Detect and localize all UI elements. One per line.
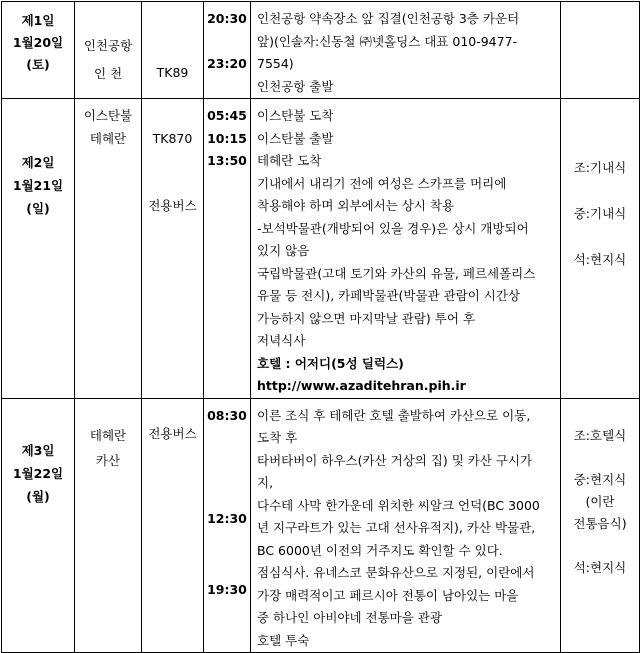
place-cell (75, 398, 142, 653)
time-label: 20:30 (207, 11, 247, 26)
schedule-line: 있지 않음 (257, 243, 310, 258)
transport-cell (142, 2, 204, 99)
meal-label: (이란 (585, 493, 615, 509)
time-cell (204, 99, 251, 399)
schedule-line: 가능하지 않으면 마지막날 관람) 투어 후 (257, 310, 475, 326)
transport-label: TK870 (152, 131, 193, 146)
meal-label: 중:현지식 (573, 471, 627, 487)
schedule-line: 착용해야 하며 외부에서는 상시 착용 (257, 198, 455, 213)
meal-cell (561, 398, 640, 653)
time-label: 19:30 (207, 581, 247, 597)
day-label: 제3일 (21, 442, 55, 458)
schedule-line: 가장 매력적이고 페르시아 전통이 남아있는 마을 (257, 587, 519, 603)
day-label: 제2일 (21, 155, 55, 170)
time-label: 23:20 (207, 55, 247, 71)
itinerary-table (1, 1, 640, 653)
transport-label: 전용버스 (148, 425, 197, 441)
weekday-label: (토) (26, 57, 50, 72)
schedule-line: 7554) (257, 56, 294, 71)
meal-cell (561, 2, 640, 99)
place-label: 카산 (95, 452, 121, 468)
schedule-line: 지, (257, 475, 274, 490)
day-label: 제1일 (21, 13, 55, 28)
meal-label: 석:현지식 (573, 559, 627, 575)
schedule-line: 타버타버이 하우스(카산 거상의 집) 및 카산 구시가 (257, 452, 533, 468)
meal-label: 조:호텔식 (573, 427, 627, 443)
schedule-line: 앞)(인솔자:신동철 ㈜넷홀딩스 대표 010-9477- (257, 33, 518, 49)
schedule-line: 인천공항 출발 (257, 78, 334, 94)
meal-label: 중:기내식 (573, 206, 627, 221)
transport-label: 전용버스 (148, 197, 197, 213)
meal-label: 전통음식) (573, 515, 627, 531)
date-label: 1월22일 (12, 465, 64, 481)
table-row (2, 398, 640, 653)
time-label: 12:30 (207, 511, 247, 526)
schedule-line: 점심식사. 유네스코 문화유산으로 지정된, 이란에서 (257, 565, 535, 580)
place-cell (75, 2, 142, 99)
schedule-line: 다수테 사막 한가운데 위치한 씨알크 언덕(BC 3000 (257, 497, 540, 513)
weekday-label: (일) (26, 201, 50, 216)
place-label: 테헤란 (89, 427, 127, 443)
schedule-line: 국립박물관(고대 토기와 카산의 유물, 페르세폴리스 (257, 265, 536, 281)
schedule-line: 중 하나인 아비야네 전통마을 관광 (257, 610, 442, 625)
schedule-line: 기내에서 내리기 전에 여성은 스카프를 머리에 (257, 175, 507, 191)
schedule-line: 테헤란 도착 (257, 153, 322, 168)
schedule-line: 년 지구라트가 있는 고대 선사유적지), 카산 박물관, (257, 520, 536, 535)
time-label: 13:50 (207, 153, 247, 168)
place-label: 테헤란 (89, 130, 127, 146)
schedule-line: 이스탄불 출발 (257, 130, 334, 146)
schedule-line: -보석박물관(개방되어 있을 경우)은 상시 개방되어 (257, 220, 529, 236)
table-row (2, 2, 640, 99)
schedule-line: BC 6000년 이전의 거주지도 확인할 수 있다. (257, 542, 503, 558)
schedule-cell (251, 398, 561, 653)
schedule-line: 호텔 투숙 (257, 632, 310, 648)
schedule-line: 이른 조식 후 테헤란 호텔 출발하여 카산으로 이동, (257, 407, 531, 423)
schedule-line: 도착 후 (257, 430, 298, 445)
date-label: 1월20일 (12, 35, 64, 50)
day-cell (2, 99, 75, 399)
weekday-label: (월) (26, 488, 50, 504)
place-label: 이스탄불 (83, 108, 133, 123)
schedule-cell (251, 2, 561, 99)
schedule-line: 유물 등 전시), 카페박물관(박물관 관람이 시간상 (257, 288, 521, 303)
meal-label: 조:기내식 (573, 160, 627, 175)
place-cell (75, 99, 142, 399)
hotel-url: http://www.azaditehran.pih.ir (257, 378, 466, 393)
transport-cell (142, 398, 204, 653)
time-cell (204, 2, 251, 99)
transport-cell (142, 99, 204, 399)
meal-cell (561, 99, 640, 399)
schedule-line: 저녁식사 (257, 333, 306, 348)
date-label: 1월21일 (12, 178, 64, 193)
meal-label: 석:현지식 (573, 252, 627, 267)
place-label: 인 천 (93, 66, 123, 81)
day-cell (2, 398, 75, 653)
place-label: 인천공항 (83, 38, 133, 53)
table-row (2, 99, 640, 399)
schedule-line: 인천공항 약속장소 앞 집결(인천공항 3층 카운터 (257, 11, 520, 26)
day-cell (2, 2, 75, 99)
time-label: 10:15 (207, 130, 247, 146)
schedule-cell (251, 99, 561, 399)
schedule-line: 이스탄불 도착 (257, 108, 334, 123)
time-label: 05:45 (207, 108, 247, 123)
time-cell (204, 398, 251, 653)
time-label: 08:30 (207, 407, 247, 423)
schedule-line: 호텔 : 어저디(5성 딜럭스) (257, 355, 404, 371)
transport-label: TK89 (156, 65, 189, 80)
